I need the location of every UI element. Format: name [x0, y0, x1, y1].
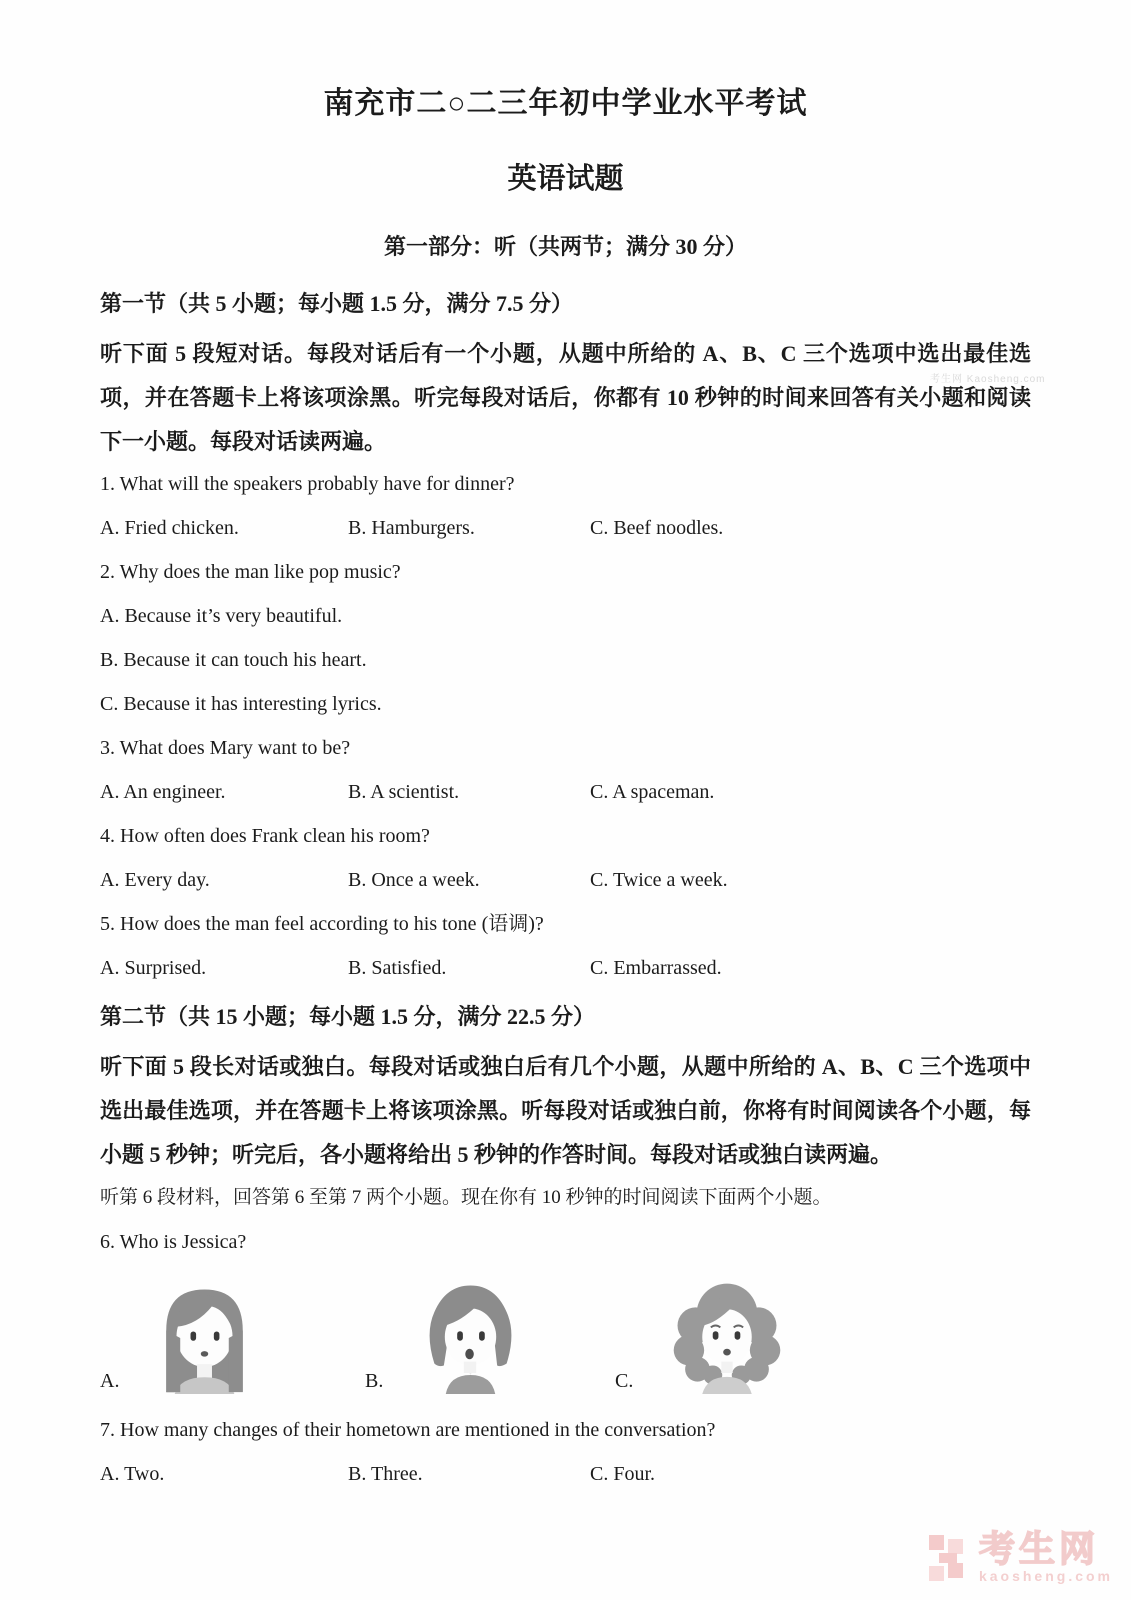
page-subtitle: 英语试题 [507, 163, 624, 195]
question-6-stem: 6. Who is Jessica? [100, 1231, 247, 1253]
question-5-stem: 5. How does the man feel according to his tone (语调)? [100, 913, 544, 935]
q1-option-b: B. Hamburgers. [348, 517, 475, 539]
question-3-options [100, 782, 1031, 803]
q5-option-b: B. Satisfied. [348, 957, 447, 979]
woman-wavy-hair-icon [663, 1276, 791, 1394]
q2-option-a: A. Because it’s very beautiful. [100, 605, 343, 627]
woman-long-straight-hair-icon [148, 1282, 261, 1394]
question-4-options [100, 870, 1031, 891]
q1-option-c: C. Beef noodles. [590, 517, 724, 539]
q7-option-c: C. Four. [590, 1463, 656, 1485]
section1-instructions: 听下面 5 段短对话。每段对话后有一个小题，从题中所给的 A、B、C 三个选项中选出最佳选项，并在答题卡上将该项涂黑。听完每段对话后，你都有 10 秒钟的时间来回答有关小题和阅读下一小题。每段对话读两遍。 [100, 341, 1031, 454]
q4-option-b: B. Once a week. [348, 869, 480, 891]
q7-option-a: A. Two. [100, 1463, 165, 1485]
question-1-options [100, 518, 1031, 539]
question-7-options [100, 1464, 1031, 1485]
q6-image-option-b [365, 1276, 615, 1394]
material6-note: 听第 6 段材料，回答第 6 至第 7 两个小题。现在你有 10 秒钟的时间阅读下面两个小题。 [100, 1187, 832, 1208]
q4-option-a: A. Every day. [100, 869, 210, 891]
part1-heading: 第一部分：听（共两节；满分 30 分） [383, 234, 747, 259]
site-watermark [929, 1528, 1113, 1584]
q6-label-a: A. [100, 1370, 120, 1392]
q7-option-b: B. Three. [348, 1463, 423, 1485]
site-watermark-text [978, 1528, 1113, 1584]
page-title: 南充市二○二三年初中学业水平考试 [323, 87, 808, 120]
q6-image-option-a [100, 1282, 365, 1394]
faint-watermark: 考生网 Kaosheng.com [930, 374, 1046, 385]
section2-instructions: 听下面 5 段长对话或独白。每段对话或独白后有几个小题，从题中所给的 A、B、C 三个选项中选出最佳选项，并在答题卡上将该项涂黑。听每段对话或独白前，你将有时间阅读各个小题，每小题 5 秒钟；听完后，各小题将给出 5 秒钟的作答时间。每段对话或独白读两遍。 [100, 1054, 1031, 1167]
question-5-options [100, 958, 1031, 979]
kaosheng-logo-icon [929, 1535, 967, 1581]
question-4-stem: 4. How often does Frank clean his room? [100, 825, 430, 847]
q3-option-a: A. An engineer. [100, 781, 226, 803]
q5-option-c: C. Embarrassed. [590, 957, 722, 979]
q2-option-b: B. Because it can touch his heart. [100, 649, 367, 671]
q1-option-a: A. Fried chicken. [100, 517, 239, 539]
question-3-stem: 3. What does Mary want to be? [100, 737, 351, 759]
woman-bob-hair-icon [413, 1276, 528, 1394]
q5-option-a: A. Surprised. [100, 957, 207, 979]
q3-option-b: B. A scientist. [348, 781, 460, 803]
q6-label-c: C. [615, 1370, 634, 1392]
question-6-image-options [100, 1276, 1031, 1394]
q6-label-b: B. [365, 1370, 384, 1392]
q4-option-c: C. Twice a week. [590, 869, 728, 891]
q3-option-c: C. A spaceman. [590, 781, 715, 803]
site-url: kaosheng.com [978, 1568, 1113, 1584]
site-name: 考生网 [978, 1528, 1099, 1569]
q2-option-c: C. Because it has interesting lyrics. [100, 693, 382, 715]
question-7-stem: 7. How many changes of their hometown are mentioned in the conversation? [100, 1419, 716, 1441]
exam-content [0, 289, 1131, 1485]
q6-image-option-c [615, 1276, 791, 1394]
section1-heading: 第一节（共 5 小题；每小题 1.5 分，满分 7.5 分） [100, 291, 574, 316]
section2-heading: 第二节（共 15 小题；每小题 1.5 分，满分 22.5 分） [100, 1004, 596, 1029]
question-1-stem: 1. What will the speakers probably have for dinner? [100, 473, 515, 495]
question-2-stem: 2. Why does the man like pop music? [100, 561, 401, 583]
